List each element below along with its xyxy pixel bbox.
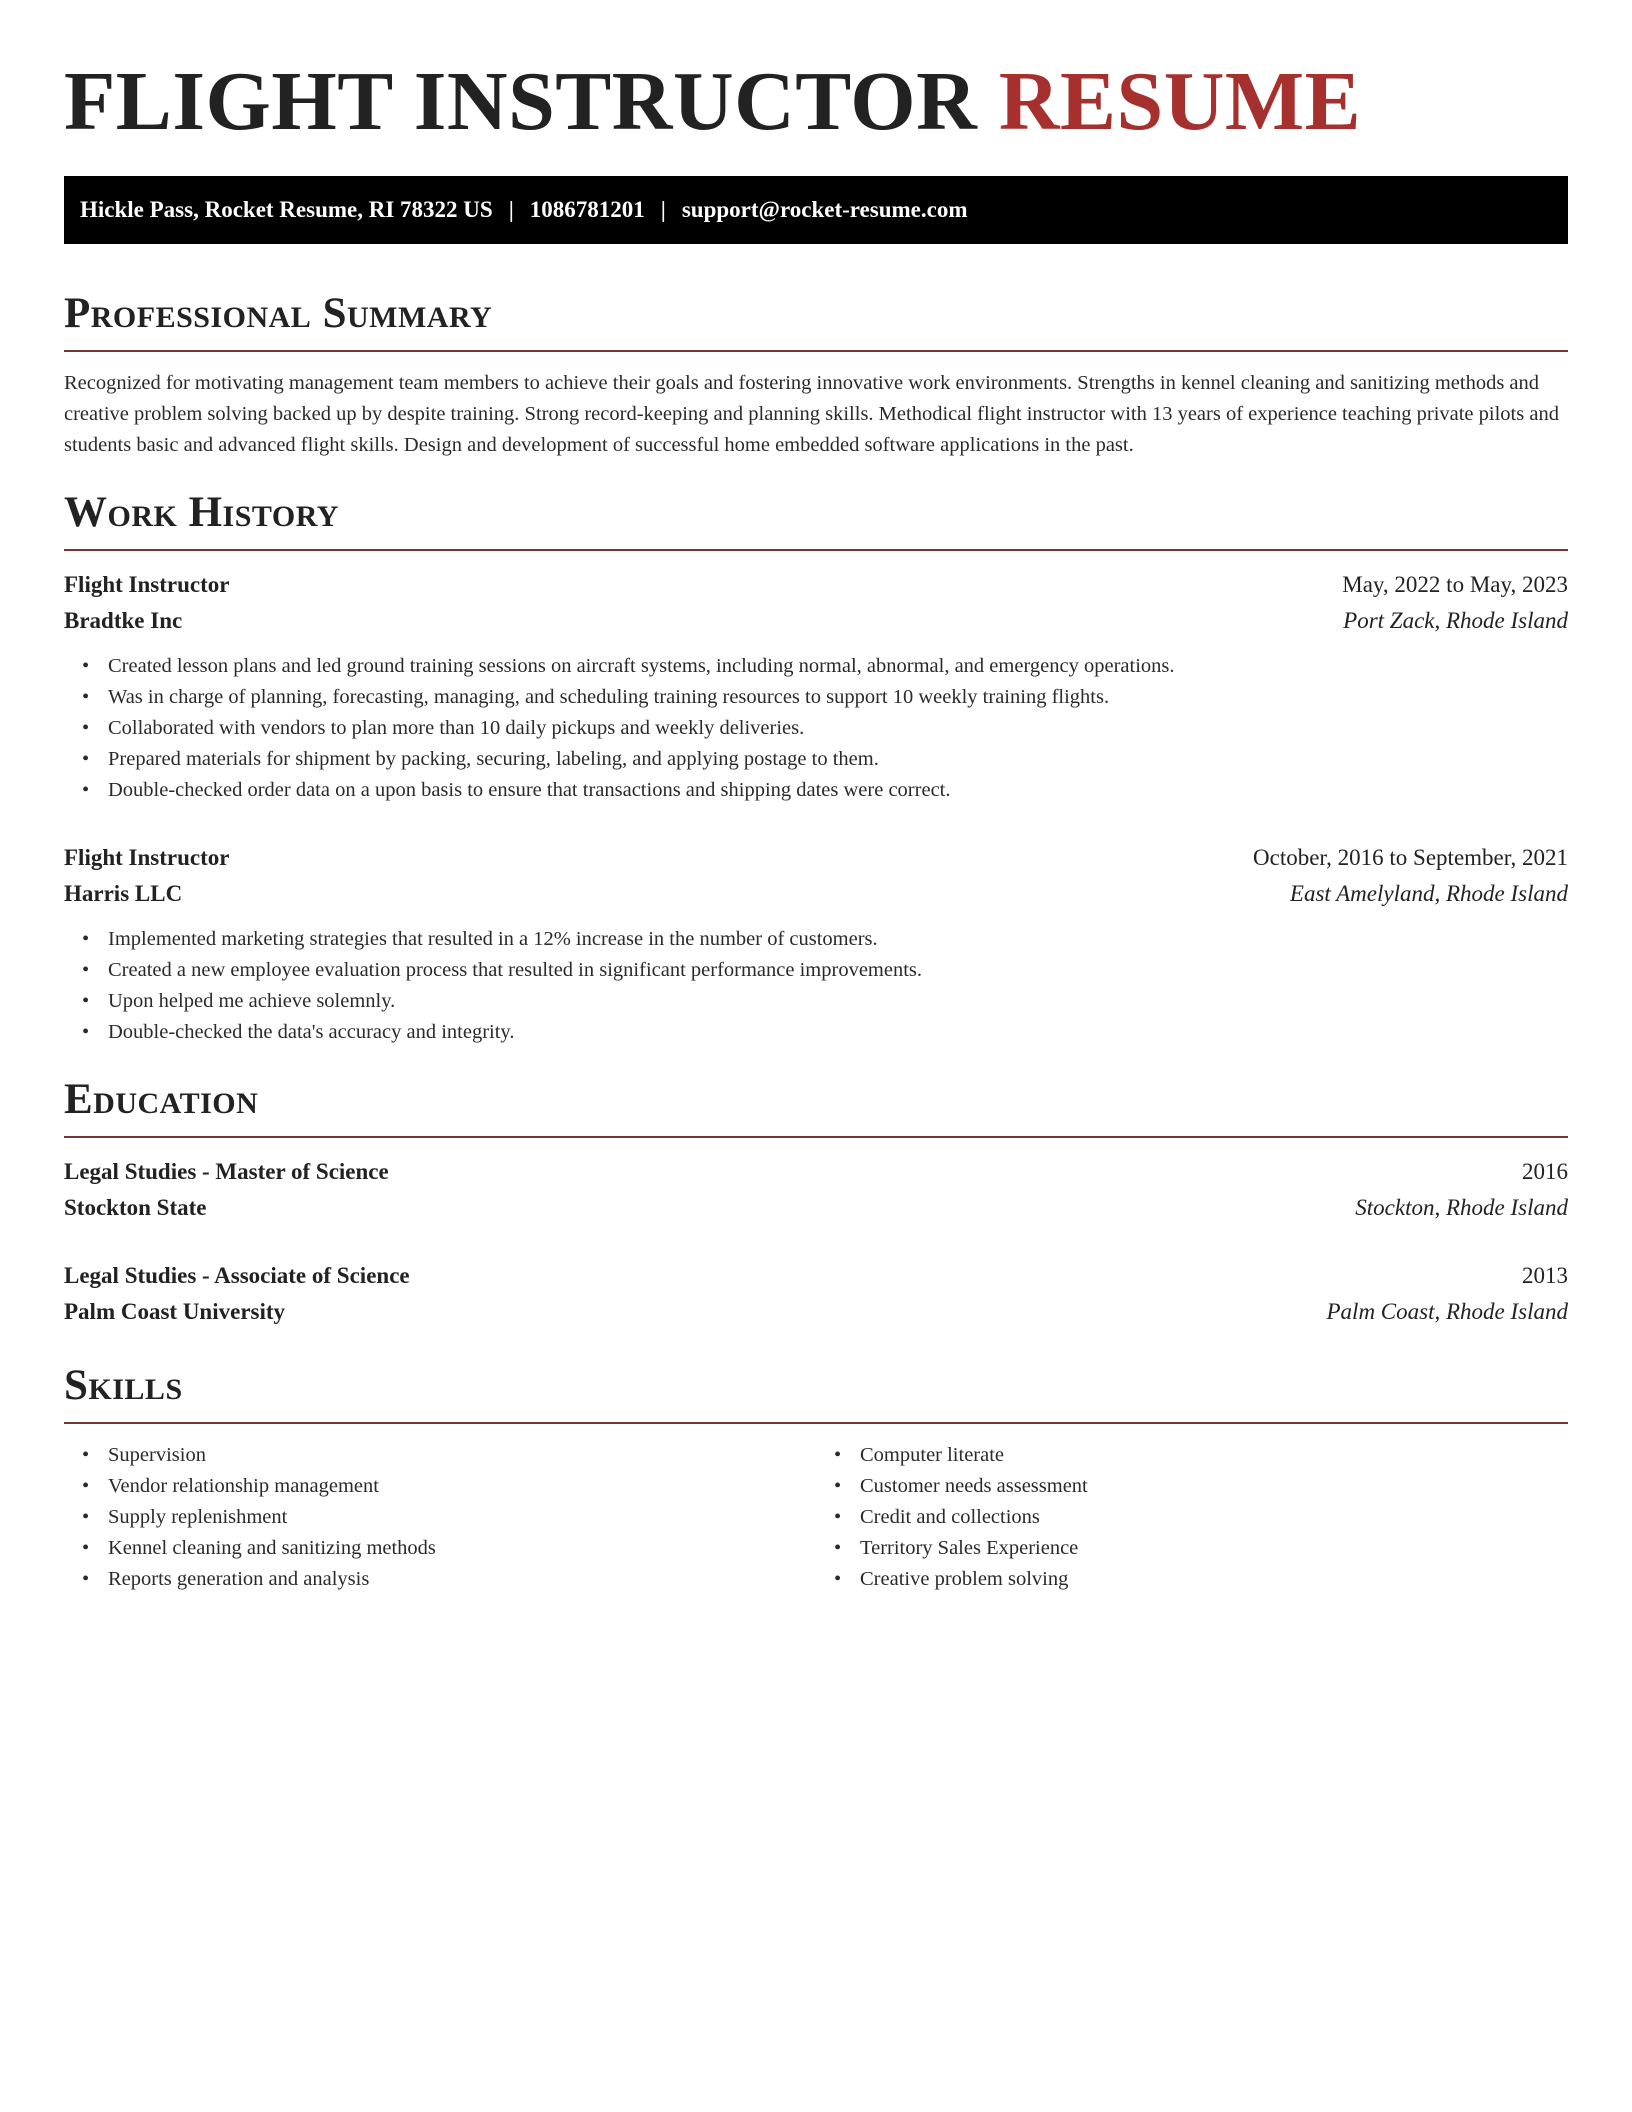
- job-title: Flight Instructor: [64, 572, 230, 597]
- section-divider: [64, 549, 1568, 551]
- resume-title: [64, 52, 1568, 152]
- skill-item: • Kennel cleaning and sanitizing methods: [108, 1533, 816, 1564]
- skills-column-left: [64, 1440, 816, 1595]
- job-company-row: [64, 876, 1568, 912]
- education-entry: [64, 1258, 1568, 1330]
- contact-email: support@rocket-resume.com: [681, 197, 968, 222]
- job-bullet: • Double-checked order data on a upon basis to ensure that transactions and shipping dates were correct.: [108, 775, 1568, 806]
- job-entry: [64, 567, 1568, 806]
- job-bullet: • Implemented marketing strategies that resulted in a 12% increase in the number of customers.: [108, 924, 1568, 955]
- job-title: Flight Instructor: [64, 845, 230, 870]
- skills-column-right: [816, 1440, 1568, 1595]
- education-year: 2016: [1522, 1159, 1568, 1184]
- summary-text: Recognized for motivating management team members to achieve their goals and fostering innovative work environments. Strengths in kennel cleaning and sanitizing methods and creative problem solving backed up by despite training. Strong record-keeping and planning skills. Methodical flight instructor with 13 years of experience teaching private pilots and students basic and advanced flight skills. Design and development of successful home embedded software applications in the past.: [64, 372, 1559, 456]
- job-dates: October, 2016 to September, 2021: [1253, 845, 1568, 870]
- education-school: Palm Coast University: [64, 1299, 286, 1324]
- education-school-row: [64, 1294, 1568, 1330]
- job-company-row: [64, 603, 1568, 639]
- section-heading-work-history: Work History: [64, 489, 339, 536]
- skill-item: • Credit and collections: [860, 1502, 1568, 1533]
- job-bullet: • Collaborated with vendors to plan more than 10 daily pickups and weekly deliveries.: [108, 713, 1568, 744]
- job-company: Bradtke Inc: [64, 608, 183, 633]
- education-school: Stockton State: [64, 1195, 207, 1220]
- skill-item: • Territory Sales Experience: [860, 1533, 1568, 1564]
- skill-item: • Reports generation and analysis: [108, 1564, 816, 1595]
- job-bullets: [64, 651, 1568, 806]
- contact-separator: |: [660, 197, 666, 222]
- education-degree-row: [64, 1258, 1568, 1294]
- contact-phone: 1086781201: [529, 197, 645, 222]
- education-degree-row: [64, 1154, 1568, 1190]
- contact-address: Hickle Pass, Rocket Resume, RI 78322 US: [80, 197, 493, 222]
- job-bullet: • Upon helped me achieve solemnly.: [108, 986, 1568, 1017]
- skill-item: • Supervision: [108, 1440, 816, 1471]
- skill-item: • Supply replenishment: [108, 1502, 816, 1533]
- skill-item: • Creative problem solving: [860, 1564, 1568, 1595]
- section-divider: [64, 1422, 1568, 1424]
- section-heading-skills: Skills: [64, 1362, 183, 1409]
- contact-bar: [64, 176, 1568, 244]
- section-divider: [64, 350, 1568, 352]
- job-entry: [64, 840, 1568, 1048]
- skills-section: [64, 1360, 1568, 1595]
- skills-grid: [64, 1440, 1568, 1595]
- title-accent: RESUME: [998, 55, 1362, 148]
- job-dates: May, 2022 to May, 2023: [1342, 572, 1568, 597]
- job-location: Port Zack, Rhode Island: [1343, 608, 1568, 633]
- job-bullet: • Double-checked the data's accuracy and integrity.: [108, 1017, 1568, 1048]
- job-bullets: [64, 924, 1568, 1048]
- job-title-row: [64, 840, 1568, 876]
- education-year: 2013: [1522, 1263, 1568, 1288]
- job-bullet: • Prepared materials for shipment by packing, securing, labeling, and applying postage to them.: [108, 744, 1568, 775]
- job-bullet: • Was in charge of planning, forecasting, managing, and scheduling training resources to support 10 weekly training flights.: [108, 682, 1568, 713]
- job-bullet: • Created a new employee evaluation process that resulted in significant performance improvements.: [108, 955, 1568, 986]
- education-location: Stockton, Rhode Island: [1355, 1195, 1568, 1220]
- education-section: [64, 1074, 1568, 1330]
- section-divider: [64, 1136, 1568, 1138]
- skill-item: • Customer needs assessment: [860, 1471, 1568, 1502]
- contact-separator: |: [508, 197, 514, 222]
- job-bullet: • Created lesson plans and led ground training sessions on aircraft systems, including normal, abnormal, and emergency operations.: [108, 651, 1568, 682]
- title-main: FLIGHT INSTRUCTOR: [64, 55, 978, 148]
- education-entry: [64, 1154, 1568, 1226]
- job-company: Harris LLC: [64, 881, 183, 906]
- section-heading-summary: Professional Summary: [64, 290, 493, 337]
- education-school-row: [64, 1190, 1568, 1226]
- education-degree: Legal Studies - Associate of Science: [64, 1263, 410, 1288]
- summary-section: [64, 288, 1568, 461]
- section-heading-education: Education: [64, 1076, 259, 1123]
- job-location: East Amelyland, Rhode Island: [1289, 881, 1568, 906]
- education-degree: Legal Studies - Master of Science: [64, 1159, 389, 1184]
- skill-item: • Computer literate: [860, 1440, 1568, 1471]
- education-location: Palm Coast, Rhode Island: [1326, 1299, 1568, 1324]
- job-title-row: [64, 567, 1568, 603]
- skill-item: • Vendor relationship management: [108, 1471, 816, 1502]
- work-history-section: [64, 487, 1568, 1048]
